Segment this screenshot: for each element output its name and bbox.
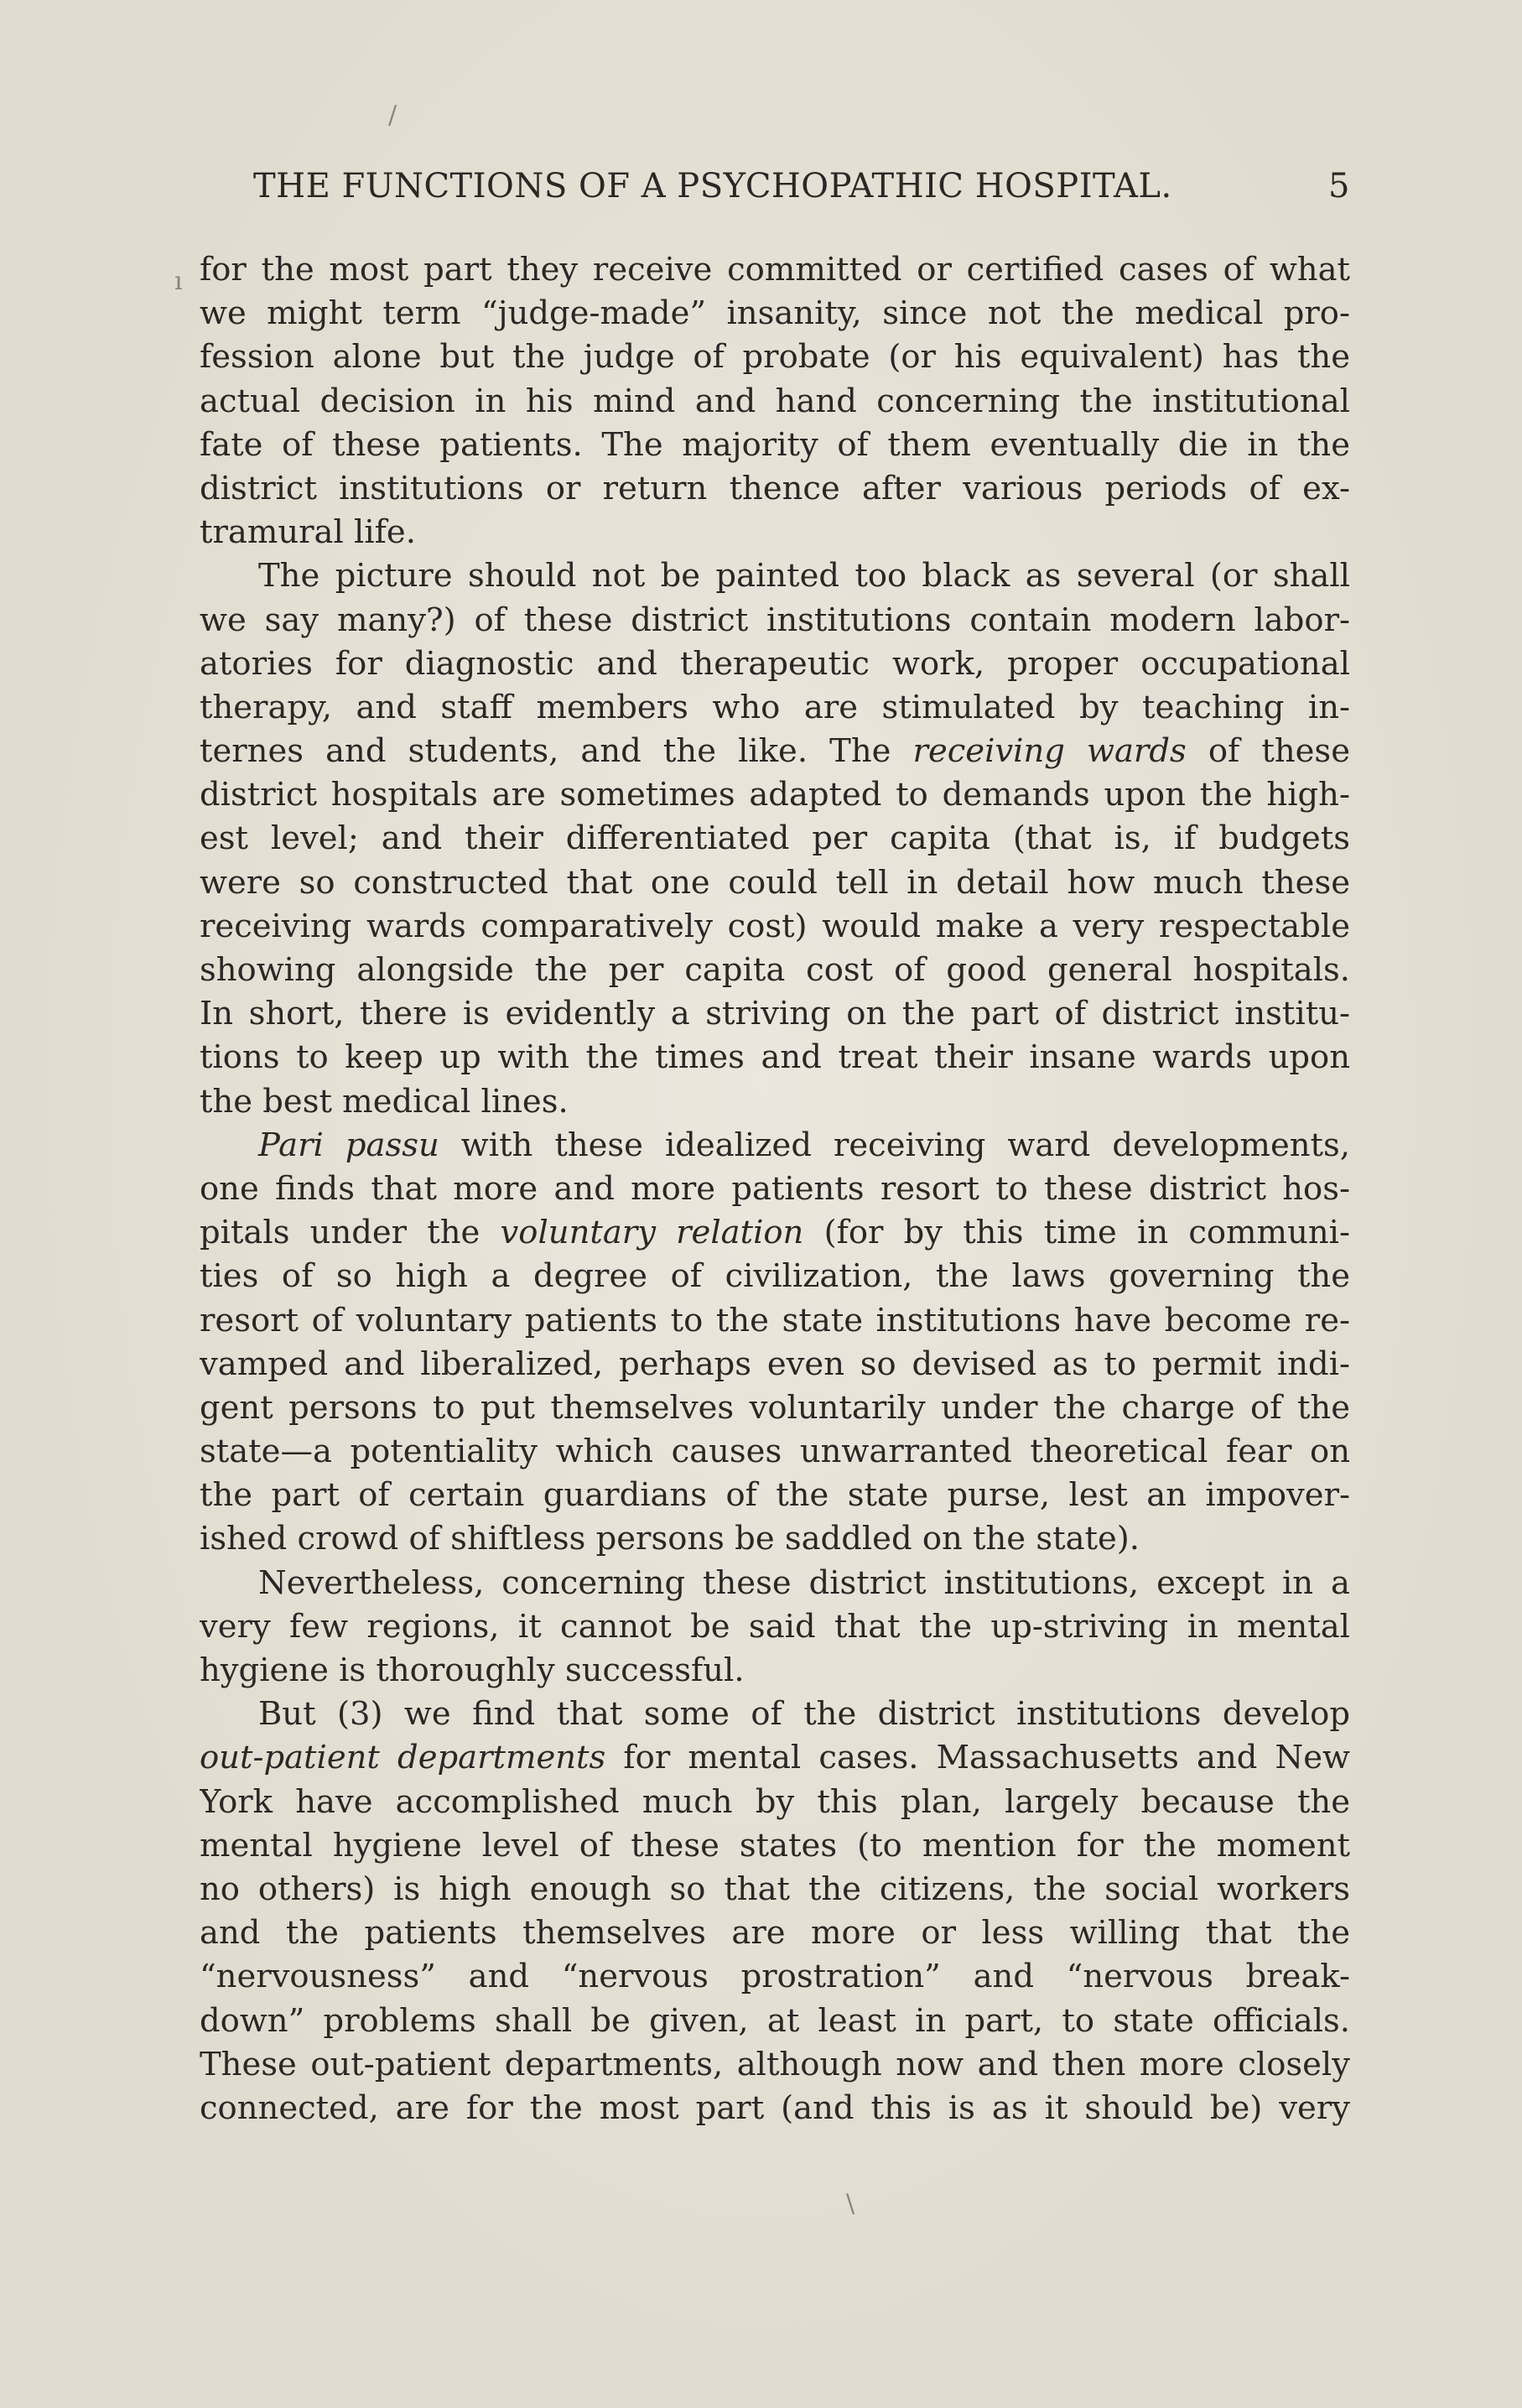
paper-speck: ı <box>174 267 183 296</box>
text-line: fession alone but the judge of probate (or his equivalent) has the <box>200 338 1350 377</box>
text-line: district institutions or return thence after various periods of ex- <box>200 469 1350 507</box>
body-text <box>200 248 1350 2130</box>
text-line: out-patient departments for mental cases. Massachusetts and New <box>200 1739 1350 1777</box>
text-line: resort of voluntary patients to the state institutions have become re- <box>200 1301 1350 1339</box>
text-line: down” problems shall be given, at least in part, to state officials. <box>200 2001 1350 2040</box>
text-line: atories for diagnostic and therapeutic work, proper occupational <box>200 644 1350 683</box>
running-title: THE FUNCTIONS OF A PSYCHOPATHIC HOSPITAL. <box>253 167 1172 205</box>
text-line: district hospitals are sometimes adapted to demands upon the high- <box>200 776 1350 814</box>
text-line: tions to keep up with the times and treat their insane wards upon <box>200 1038 1350 1077</box>
text-line: gent persons to put themselves voluntarily under the charge of the <box>200 1388 1350 1427</box>
text-line: “nervousness” and “nervous prostration” and “nervous break- <box>200 1958 1350 1996</box>
text-line: the best medical lines. <box>200 1082 569 1121</box>
running-header <box>253 164 1350 208</box>
text-line: receiving wards comparatively cost) would make a very respectable <box>200 907 1350 945</box>
italic-phrase: voluntary relation <box>500 1214 804 1252</box>
italic-phrase: receiving wards <box>912 732 1187 771</box>
text-line: actual decision in his mind and hand concerning the institutional <box>200 382 1350 420</box>
text-line: no others) is high enough so that the citizens, the social workers <box>200 1870 1350 1908</box>
paper-speck: / <box>388 101 397 130</box>
paper-speck: \ <box>846 2189 855 2218</box>
text-line: est level; and their differentiated per capita (that is, if budgets <box>200 819 1350 858</box>
text-line: the part of certain guardians of the state purse, lest an impover- <box>200 1476 1350 1515</box>
text-line: In short, there is evidently a striving on the part of district institu- <box>200 995 1350 1033</box>
text-line: These out-patient departments, although now and then more closely <box>200 2045 1350 2083</box>
text-line: pitals under the voluntary relation (for by this time in communi- <box>200 1214 1350 1252</box>
text-line: we say many?) of these district institutions contain modern labor- <box>200 601 1350 639</box>
italic-phrase: Pari passu <box>258 1126 439 1164</box>
text-line: tramural life. <box>200 513 416 552</box>
paragraph-start-line: Nevertheless, concerning these district institutions, except in a <box>258 1563 1350 1602</box>
text-line: connected, are for the most part (and this is as it should be) very <box>200 2088 1350 2127</box>
page-number: 5 <box>1328 167 1350 205</box>
text-line: fate of these patients. The majority of them eventually die in the <box>200 425 1350 464</box>
text-line: York have accomplished much by this plan, largely because the <box>200 1782 1350 1821</box>
text-line: very few regions, it cannot be said that the up-striving in mental <box>200 1607 1350 1646</box>
text-line: ished crowd of shiftless persons be saddled on the state). <box>200 1520 1140 1558</box>
text-line: ternes and students, and the like. The receiving wards of these <box>200 732 1350 771</box>
text-line: we might term “judge-made” insanity, since not the medical pro- <box>200 294 1350 333</box>
text-line: for the most part they receive committed or certified cases of what <box>200 251 1350 289</box>
paragraph-start-line: But (3) we find that some of the district institutions develop <box>258 1695 1350 1734</box>
text-line: mental hygiene level of these states (to mention for the moment <box>200 1826 1350 1865</box>
text-line: state—a potentiality which causes unwarranted theoretical fear on <box>200 1433 1350 1471</box>
text-line: one finds that more and more patients resort to these district hos- <box>200 1169 1350 1208</box>
text-line: hygiene is thoroughly successful. <box>200 1651 745 1689</box>
text-line: were so constructed that one could tell in detail how much these <box>200 863 1350 902</box>
text-line: therapy, and staff members who are stimulated by teaching in- <box>200 688 1350 726</box>
text-line: and the patients themselves are more or less willing that the <box>200 1914 1350 1953</box>
text-line: showing alongside the per capita cost of good general hospitals. <box>200 951 1350 989</box>
paragraph-start-line: The picture should not be painted too black as several (or shall <box>258 557 1350 595</box>
italic-phrase: out-patient departments <box>200 1739 606 1777</box>
text-line: vamped and liberalized, perhaps even so devised as to permit indi- <box>200 1344 1350 1383</box>
text-line: ties of so high a degree of civilization, the laws governing the <box>200 1257 1350 1296</box>
paragraph-start-line: Pari passu with these idealized receiving ward developments, <box>258 1126 1350 1164</box>
